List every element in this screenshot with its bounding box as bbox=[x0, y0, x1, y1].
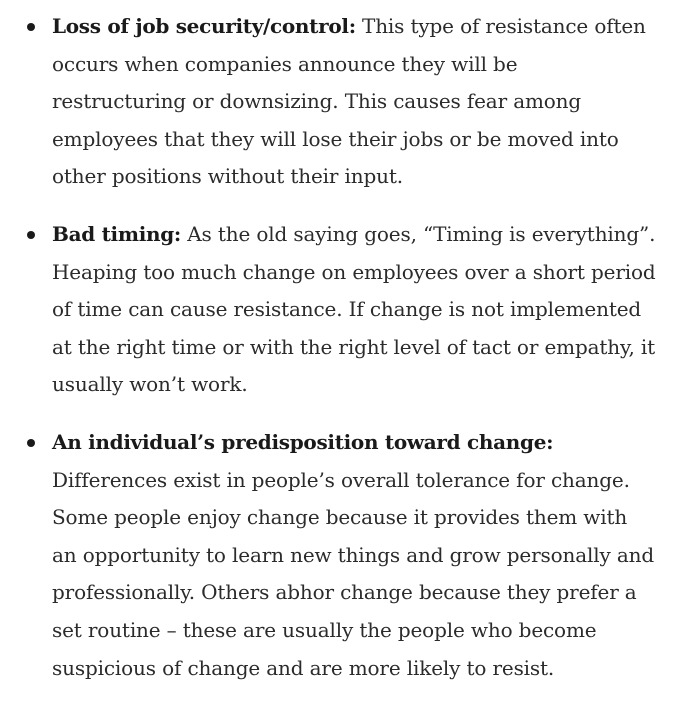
bullet-text: Differences exist in people’s overall tolerance for change. Some people enjoy change because it provides them with an opportunity to learn new things and grow personally and professionally. Others abhor change because they prefer a set routine – these are usually the people who become suspicious of change and are more likely to resist. bbox=[52, 467, 655, 680]
bullet-icon bbox=[27, 23, 35, 31]
list-item bbox=[0, 424, 675, 687]
bullet-icon bbox=[27, 439, 35, 447]
bullet-icon bbox=[27, 231, 35, 239]
bullet-list bbox=[0, 8, 675, 707]
bullet-term: Bad timing: bbox=[52, 221, 182, 246]
bullet-text: This type of resistance often occurs when companies announce they will be restructuring or downsizing. This causes fear among employees that they will lose their jobs or be moved into other positions without their input. bbox=[52, 14, 646, 189]
list-item bbox=[0, 8, 675, 196]
bullet-term: Loss of job security/control: bbox=[52, 14, 356, 38]
list-item bbox=[0, 216, 675, 404]
bullet-text: As the old saying goes, “Timing is everything”. Heaping too much change on employees over a short period of time can cause resistance. If change is not implemented at the right time or with the right level of tact or empathy, it usually won’t work. bbox=[52, 221, 656, 397]
bullet-term: An individual’s predisposition toward change: bbox=[52, 429, 554, 454]
